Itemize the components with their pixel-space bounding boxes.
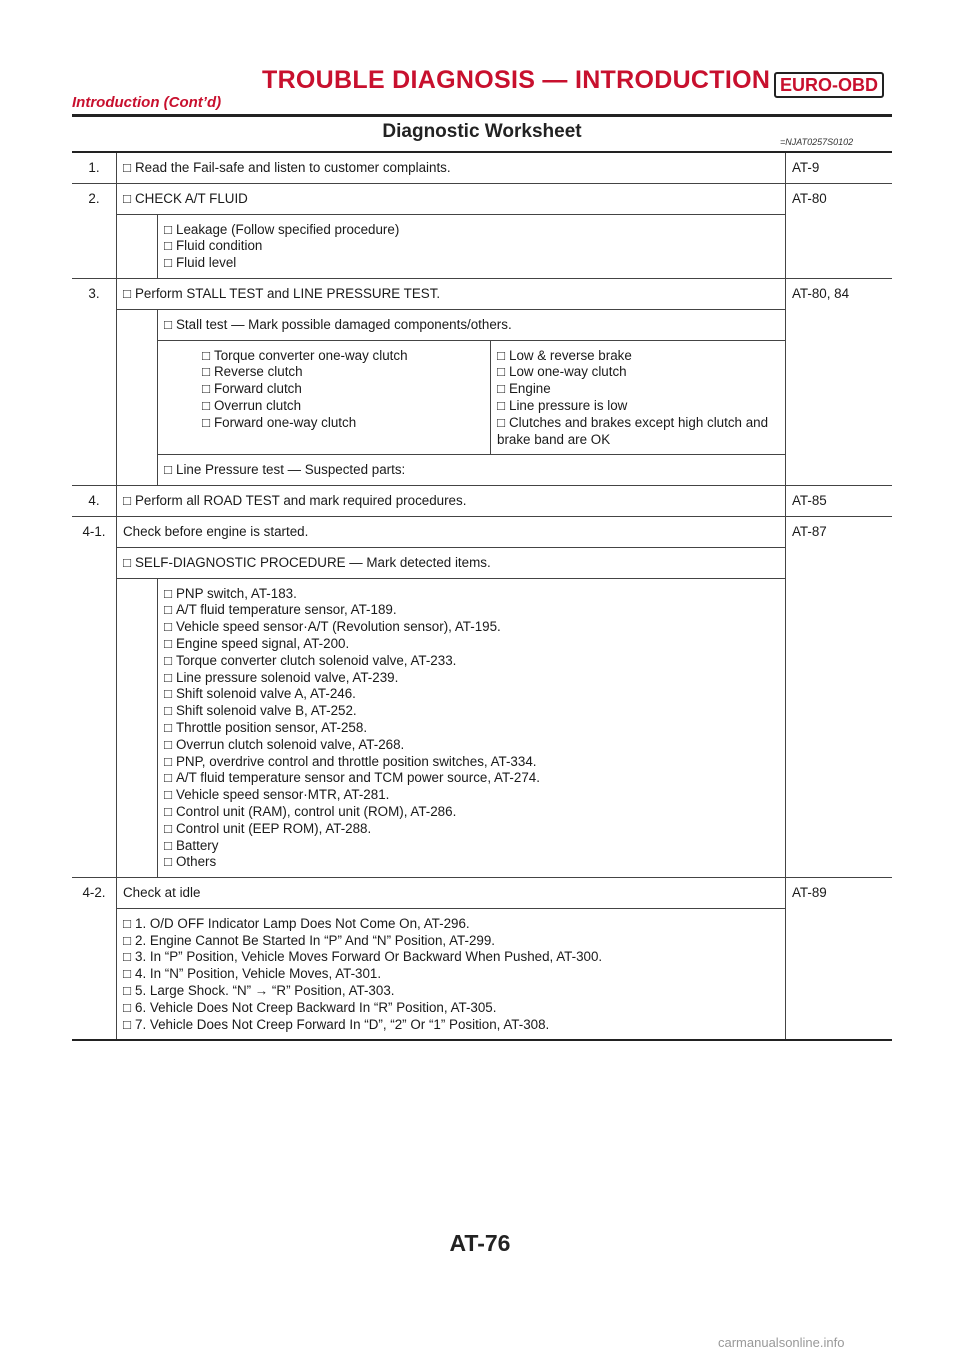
checkbox-icon[interactable]: □ <box>164 462 173 478</box>
list-item: □ Low one-way clutch <box>497 364 627 380</box>
checkbox-icon[interactable]: □ <box>202 381 211 397</box>
step-number: 1. <box>72 152 117 183</box>
list-item: □ 2. Engine Cannot Be Started In “P” And “N” Position, AT-299. <box>123 932 496 948</box>
list-item: □ 6. Vehicle Does Not Creep Backward In “R” Position, AT-305. <box>123 999 497 1015</box>
indent-cell <box>117 214 158 278</box>
list-item: □ Overrun clutch <box>202 397 302 413</box>
checkbox-icon[interactable]: □ <box>123 983 132 999</box>
checklist <box>158 214 786 278</box>
checkbox-icon[interactable]: □ <box>164 703 173 719</box>
list-item: □ Vehicle speed sensor·A/T (Revolution sensor), AT-195. <box>164 619 501 635</box>
checkbox-icon[interactable]: □ <box>164 635 173 651</box>
diagnostic-worksheet-table <box>72 151 892 1041</box>
step-number: 4-1. <box>72 516 117 877</box>
step-text: Check at idle <box>117 878 786 909</box>
checkbox-icon[interactable]: □ <box>164 602 173 618</box>
list-item: □ A/T fluid temperature sensor, AT-189. <box>164 602 397 618</box>
list-item: □ Others <box>164 854 217 870</box>
list-item: □ Fluid level <box>164 255 237 271</box>
step-number: 4-2. <box>72 878 117 1041</box>
table-row <box>72 309 892 340</box>
table-row <box>72 340 892 455</box>
checkbox-icon[interactable]: □ <box>164 736 173 752</box>
list-item: □ Fluid condition <box>164 238 263 254</box>
checkbox-icon[interactable]: □ <box>164 652 173 668</box>
list-item: □ Shift solenoid valve A, AT-246. <box>164 686 356 702</box>
checkbox-icon[interactable]: □ <box>123 285 132 301</box>
checkbox-icon[interactable]: □ <box>123 966 132 982</box>
table-row <box>72 214 892 278</box>
checkbox-icon[interactable]: □ <box>123 932 132 948</box>
checkbox-icon[interactable]: □ <box>123 915 132 931</box>
list-item: □ 7. Vehicle Does Not Creep Forward In “D”, “2” Or “1” Position, AT-308. <box>123 1016 550 1032</box>
table-row <box>72 908 892 1040</box>
page-ref: AT-87 <box>786 516 893 877</box>
checkbox-icon[interactable]: □ <box>164 719 173 735</box>
section-title: Diagnostic Worksheet <box>382 121 582 142</box>
checkbox-icon[interactable]: □ <box>123 949 132 965</box>
checkbox-icon[interactable]: □ <box>497 414 506 430</box>
checkbox-icon[interactable]: □ <box>202 364 211 380</box>
checkbox-icon[interactable]: □ <box>202 347 211 363</box>
checkbox-icon[interactable]: □ <box>123 190 132 206</box>
step-text: □ Perform STALL TEST and LINE PRESSURE TEST. <box>117 278 786 309</box>
checkbox-icon[interactable]: □ <box>123 160 132 175</box>
step-number: 2. <box>72 183 117 278</box>
checkbox-icon[interactable]: □ <box>164 221 173 237</box>
stall-components-right <box>491 340 786 455</box>
step-text: Check before engine is started. <box>117 516 786 547</box>
page-ref: AT-85 <box>786 486 893 517</box>
list-item: □ Forward clutch <box>202 381 302 397</box>
table-row <box>72 486 892 517</box>
list-item: □ PNP, overdrive control and throttle position switches, AT-334. <box>164 753 537 769</box>
list-item: □ Line pressure is low <box>497 397 628 413</box>
table-row <box>72 547 892 578</box>
step-text: □ CHECK A/T FLUID <box>117 183 786 214</box>
list-item: □ Control unit (RAM), control unit (ROM), AT-286. <box>164 803 457 819</box>
list-item: □ Vehicle speed sensor·MTR, AT-281. <box>164 787 390 803</box>
checkbox-icon[interactable]: □ <box>123 999 132 1015</box>
list-item: □ Low & reverse brake <box>497 347 632 363</box>
checkbox-icon[interactable]: □ <box>164 686 173 702</box>
list-item: □ Torque converter clutch solenoid valve, AT-233. <box>164 652 457 668</box>
section-ref: =NJAT0257S0102 <box>780 137 854 147</box>
line-pressure-test: □ Line Pressure test — Suspected parts: <box>158 455 786 486</box>
header-rule <box>72 114 892 117</box>
checkbox-icon[interactable]: □ <box>497 397 506 413</box>
watermark: carmanualsonline.info <box>718 1335 845 1350</box>
page-number: AT-76 <box>449 1230 511 1256</box>
page-ref: AT-9 <box>786 152 893 183</box>
table-row <box>72 878 892 909</box>
indent-cell <box>117 578 158 878</box>
table-row <box>72 516 892 547</box>
checkbox-icon[interactable]: □ <box>164 787 173 803</box>
checkbox-icon[interactable]: □ <box>202 397 211 413</box>
checkbox-icon[interactable]: □ <box>164 619 173 635</box>
list-item: □ 3. In “P” Position, Vehicle Moves Forward Or Backward When Pushed, AT-300. <box>123 949 603 965</box>
list-item: □ Leakage (Follow specified procedure) <box>164 221 400 237</box>
step-number: 4. <box>72 486 117 517</box>
checkbox-icon[interactable]: □ <box>164 255 173 271</box>
checkbox-icon[interactable]: □ <box>164 585 173 601</box>
checkbox-icon[interactable]: □ <box>164 238 173 254</box>
checkbox-icon[interactable]: □ <box>497 364 506 380</box>
list-item: □ Battery <box>164 837 219 853</box>
indent-cell <box>117 309 158 485</box>
list-item: □ Overrun clutch solenoid valve, AT-268. <box>164 736 405 752</box>
list-item: □ Clutches and brakes except high clutch and brake band are OK <box>497 414 769 447</box>
page-ref: AT-80 <box>786 183 893 278</box>
step-number: 3. <box>72 278 117 485</box>
page-ref: AT-89 <box>786 878 893 1041</box>
list-item: □ A/T fluid temperature sensor and TCM power source, AT-274. <box>164 770 540 786</box>
checkbox-icon[interactable]: □ <box>123 1016 132 1032</box>
self-diagnostic-items <box>158 578 786 878</box>
stall-components-left <box>158 340 491 455</box>
checkbox-icon[interactable]: □ <box>202 414 211 430</box>
list-item: □ Engine <box>497 381 551 397</box>
table-row <box>72 578 892 878</box>
checkbox-icon[interactable]: □ <box>164 669 173 685</box>
table-row <box>72 278 892 309</box>
self-diagnostic: □ SELF-DIAGNOSTIC PROCEDURE — Mark detected items. <box>117 547 786 578</box>
checkbox-icon[interactable]: □ <box>164 837 173 853</box>
checkbox-icon[interactable]: □ <box>123 493 132 509</box>
list-item: □ Throttle position sensor, AT-258. <box>164 719 368 735</box>
list-item: □ Control unit (EEP ROM), AT-288. <box>164 820 372 836</box>
checkbox-icon[interactable]: □ <box>164 753 173 769</box>
header-subtitle: Introduction (Cont’d) <box>72 94 222 111</box>
checkbox-icon[interactable]: □ <box>123 554 132 570</box>
header-badge: EURO-OBD <box>774 72 884 98</box>
checkbox-icon[interactable]: □ <box>164 770 173 786</box>
list-item: □ Shift solenoid valve B, AT-252. <box>164 703 357 719</box>
list-item: □ 5. Large Shock. “N” → “R” Position, AT-303. <box>123 983 395 999</box>
table-row <box>72 152 892 183</box>
step-text: □ Read the Fail-safe and listen to customer complaints. <box>117 152 786 183</box>
table-row <box>72 183 892 214</box>
stall-test: □ Stall test — Mark possible damaged components/others. <box>158 309 786 340</box>
step-text: □ Perform all ROAD TEST and mark required procedures. <box>117 486 786 517</box>
checkbox-icon[interactable]: □ <box>497 347 506 363</box>
list-item: □ Reverse clutch <box>202 364 303 380</box>
list-item: □ 4. In “N” Position, Vehicle Moves, AT-301. <box>123 966 382 982</box>
list-item: □ Line pressure solenoid valve, AT-239. <box>164 669 399 685</box>
page-ref: AT-80, 84 <box>786 278 893 485</box>
checkbox-icon[interactable]: □ <box>497 381 506 397</box>
header-title: TROUBLE DIAGNOSIS — INTRODUCTION <box>262 66 771 94</box>
idle-check-items <box>117 908 786 1040</box>
checkbox-icon[interactable]: □ <box>164 316 173 332</box>
table-row <box>72 455 892 486</box>
list-item: □ Engine speed signal, AT-200. <box>164 635 350 651</box>
list-item: □ Forward one-way clutch <box>202 414 357 430</box>
checkbox-icon[interactable]: □ <box>164 803 173 819</box>
list-item: □ Torque converter one-way clutch <box>202 347 408 363</box>
checkbox-icon[interactable]: □ <box>164 820 173 836</box>
list-item: □ 1. O/D OFF Indicator Lamp Does Not Come On, AT-296. <box>123 915 470 931</box>
checkbox-icon[interactable]: □ <box>164 854 173 870</box>
list-item: □ PNP switch, AT-183. <box>164 585 297 601</box>
